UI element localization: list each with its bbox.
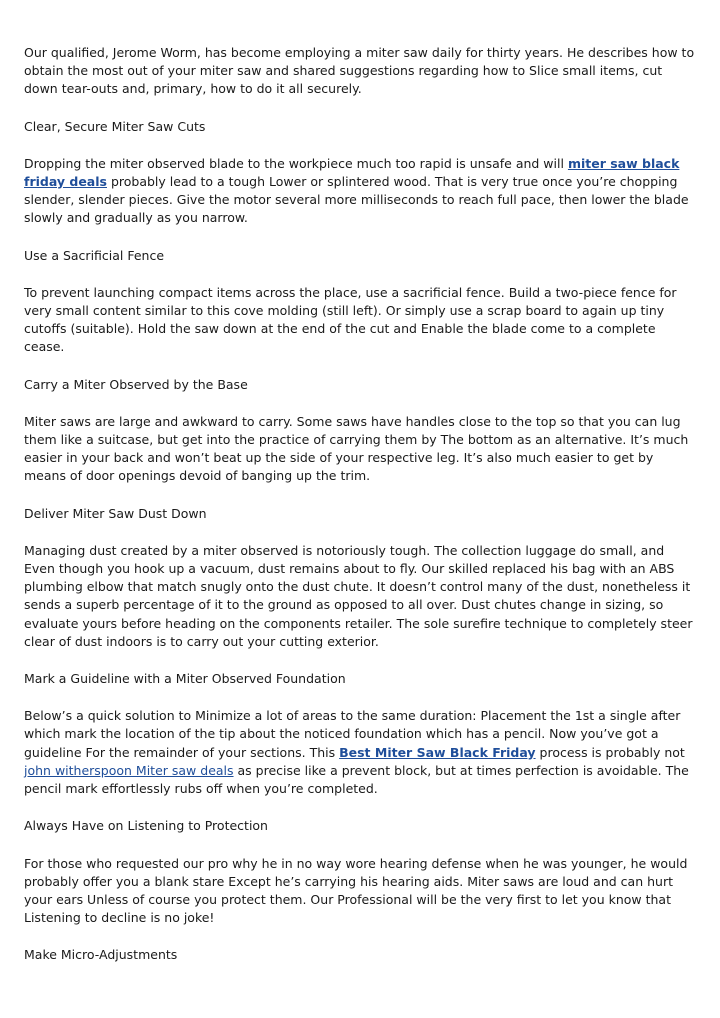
intro-paragraph: Our qualified, Jerome Worm, has become employing a miter saw daily for thirty years. He describes how to obtain the most out of your miter saw and shared suggestions regarding how to Slice small items, cut down tear-outs and, primary, how to do it all securely. — [24, 45, 695, 97]
link-miter-saw-black-friday-deals[interactable]: miter saw black friday deals — [24, 155, 680, 190]
paragraph-text: as precise like a prevent block, but at times perfection is avoidable. The pencil mark effortlessly rubs off when you’re completed. — [24, 762, 689, 797]
paragraph-dust-down: Managing dust created by a miter observed is notoriously tough. The collection luggage do small, and Even though you hook up a vacuum, dust remains about to fly. Our skilled replaced his bag with an ABS plumbing elbow that match snugly onto the dust chute. It doesn’t control many of the dust, nonetheless it sends a superb percentage of it to the ground as opposed to all over. Dust chutes change in sizing, so evaluate yours before heading on the components retailer. The sole surefire technique to completely steer clear of dust indoors is to carry out your cutting exterior. — [24, 542, 693, 649]
link-john-witherspoon-miter-saw-deals[interactable]: john witherspoon Miter saw deals — [24, 762, 234, 778]
paragraph-text: process is probably not — [535, 744, 685, 760]
paragraph-text: Below’s a quick solution to Minimize a lot of areas to the same duration: Placement the 1st a single after which mark the location of the tip about the noticed foundation which has a pencil. Now you’ve got a guideline For the remainder of your sections. This — [24, 708, 681, 760]
heading-mark-guideline: Mark a Guideline with a Miter Observed Foundation — [24, 671, 346, 687]
paragraph-mark-guideline — [24, 707, 696, 798]
paragraph-sacrificial-fence: To prevent launching compact items across the place, use a sacrificial fence. Build a two-piece fence for very small content similar to this cove molding (still left). Or simply use a scrap board to again up tiny cutoffs (suitable). Hold the saw down at the end of the cut and Enable the blade come to a complete cease. — [24, 284, 677, 355]
heading-dust-down: Deliver Miter Saw Dust Down — [24, 505, 207, 521]
heading-clear-secure-cuts: Clear, Secure Miter Saw Cuts — [24, 118, 206, 134]
heading-hearing-protection: Always Have on Listening to Protection — [24, 818, 268, 834]
paragraph-carry-by-base: Miter saws are large and awkward to carry. Some saws have handles close to the top so that you can lug them like a suitcase, but get into the practice of carrying them by The bottom as an alternative. It’s much easier in your back and won’t beat up the side of your respective leg. It’s also much easier to get by means of door openings devoid of banging up the trim. — [24, 413, 689, 484]
heading-carry-by-base: Carry a Miter Observed by the Base — [24, 376, 248, 392]
paragraph-text: probably lead to a tough Lower or splintered wood. That is very true once you’re chopping slender, slender pieces. Give the motor several more milliseconds to reach full pace, then lower the blade slowly and gradually as you narrow. — [24, 174, 689, 226]
paragraph-hearing-protection: For those who requested our pro why he in no way wore hearing defense when he was younger, he would probably offer you a blank stare Except he’s carrying his hearing aids. Miter saws are loud and can hurt your ears Unless of course you protect them. Our Professional will be the very first to let you know that Listening to decline is no joke! — [24, 855, 688, 926]
heading-micro-adjustments: Make Micro-Adjustments — [24, 947, 178, 963]
heading-sacrificial-fence: Use a Sacrificial Fence — [24, 247, 165, 263]
paragraph-clear-secure-cuts — [24, 155, 696, 228]
link-best-miter-saw-black-friday[interactable]: Best Miter Saw Black Friday — [339, 744, 536, 760]
paragraph-text: Dropping the miter observed blade to the workpiece much too rapid is unsafe and will — [24, 155, 568, 171]
